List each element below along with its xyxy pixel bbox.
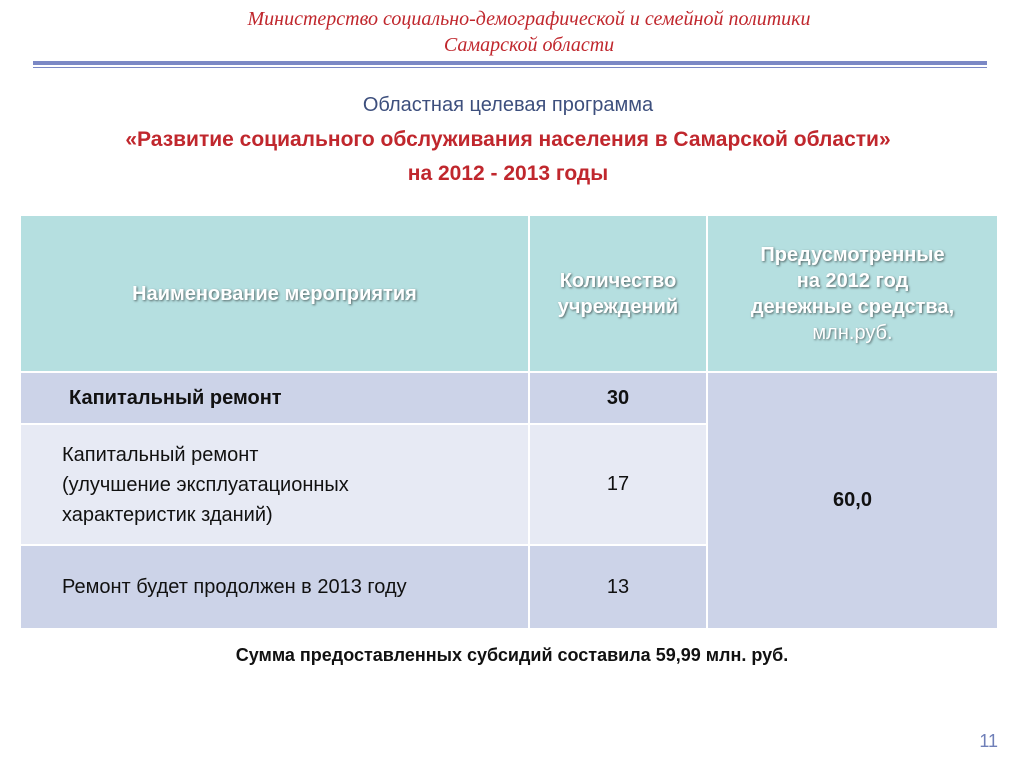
program-subtitle: Областная целевая программа <box>362 94 654 116</box>
row-name: Ремонт будет продолжен в 2013 году <box>20 545 529 629</box>
row-name-line1: Капитальный ремонт <box>62 443 259 466</box>
ministry-line-1: Министерство социально-демографической и семейной политики <box>247 8 811 30</box>
table-row <box>20 372 998 424</box>
subsidy-summary: Сумма предоставленных субсидий составила 59,99 млн. руб. <box>235 645 789 665</box>
row-name <box>20 424 529 545</box>
column-header-funds-unit: млн.руб. <box>812 321 893 344</box>
program-years: на 2012 - 2013 годы <box>407 162 609 185</box>
column-header-count-line1: Количество <box>559 269 677 292</box>
funds-total: 60,0 <box>707 372 998 629</box>
column-header-count-line2: учреждений <box>557 295 679 318</box>
header-divider-thin <box>33 67 987 68</box>
column-header-name <box>20 215 529 372</box>
row-count: 13 <box>529 545 707 629</box>
table-header-row <box>20 215 998 372</box>
column-header-funds <box>707 215 998 372</box>
program-title: «Развитие социального обслуживания населения в Самарской области» <box>125 128 891 151</box>
column-header-name-label: Наименование мероприятия <box>132 282 417 305</box>
program-table <box>19 214 999 630</box>
ministry-header <box>0 6 1024 58</box>
row-name-line2: (улучшение эксплуатационных <box>62 473 349 496</box>
column-header-funds-line1: Предусмотренные <box>760 243 945 266</box>
column-header-funds-line2: на 2012 год <box>796 269 909 292</box>
row-name: Капитальный ремонт <box>20 372 529 424</box>
header-divider-thick <box>33 61 987 65</box>
column-header-count <box>529 215 707 372</box>
page-number: 11 <box>979 731 998 751</box>
ministry-line-2: Самарской области <box>443 34 615 56</box>
column-header-funds-line3: денежные средства, <box>750 295 955 318</box>
row-count: 30 <box>529 372 707 424</box>
row-name-line3: характеристик зданий) <box>62 503 273 526</box>
row-count: 17 <box>529 424 707 545</box>
